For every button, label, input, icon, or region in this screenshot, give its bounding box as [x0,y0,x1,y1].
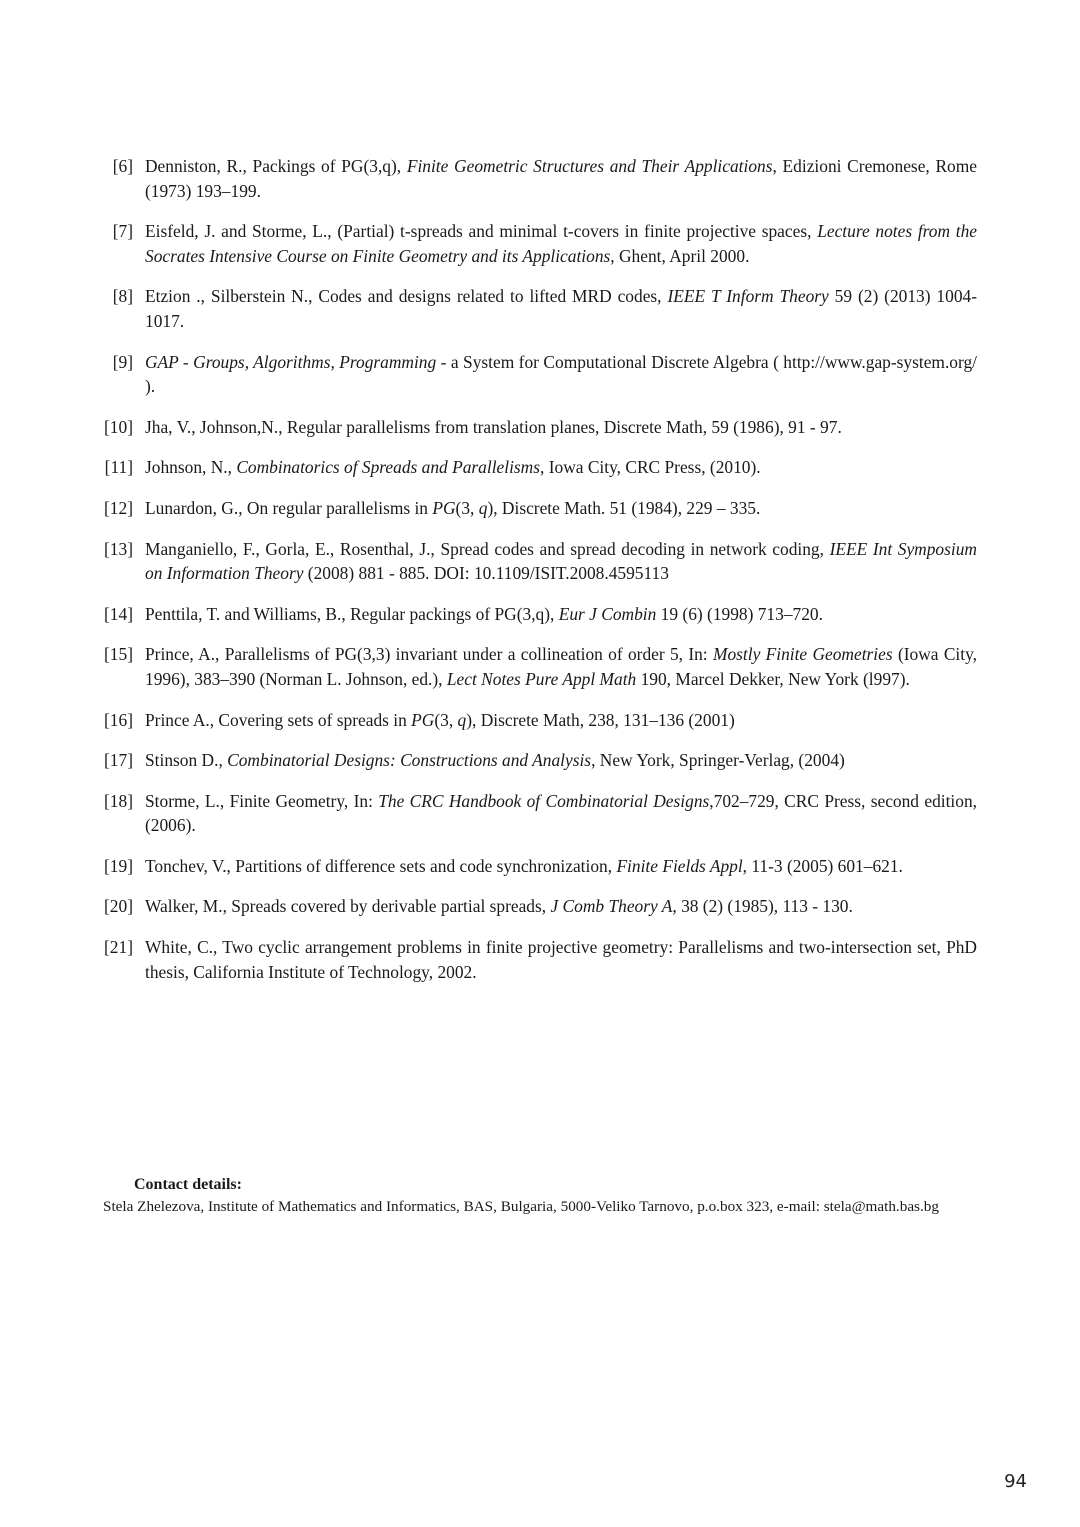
reference-number: [12] [104,497,133,518]
reference-segment: Denniston, R., Packings of PG(3,q), [145,156,407,176]
reference-segment: ), Discrete Math, 238, 131–136 (2001) [466,709,735,730]
reference-number: [14] [104,603,133,624]
reference-segment: Walker, M., Spreads covered by derivable partial spreads, [145,896,551,917]
reference-text [145,748,977,773]
reference-italic-segment: IEEE Int Symposium on Information Theory [145,538,977,584]
reference-entry [0,789,1080,838]
reference-italic-segment: Finite Fields Appl [616,855,743,876]
reference-segment: ,702–729, CRC Press, second edition, (2006). [145,790,977,836]
reference-text [145,935,977,984]
reference-entry [0,219,1080,268]
reference-text [145,219,977,268]
reference-entry [0,854,1080,879]
reference-segment: Prince, A., Parallelisms of PG(3,3) invariant under a collineation of order 5, In: [145,644,713,665]
reference-segment: , 38 (2) (1985), 113 - 130. [672,896,853,917]
reference-entry [0,154,1080,203]
reference-entry [0,708,1080,733]
reference-entry [0,642,1080,691]
reference-number: [19] [104,855,133,876]
reference-italic-segment: GAP - Groups, Algorithms, Programming [145,351,437,372]
reference-segment: Manganiello, F., Gorla, E., Rosenthal, J., Spread codes and spread decoding in network coding, [145,538,830,559]
contact-section [103,1174,977,1218]
reference-italic-segment: Mostly Finite Geometries [712,644,893,665]
reference-segment: Penttila, T. and Williams, B., Regular packings of PG(3,q), [145,603,559,624]
reference-entry [0,537,1080,586]
reference-text [145,894,977,919]
reference-italic-segment: PG [432,497,456,518]
reference-italic-segment: Lecture notes from the Socrates Intensive Course on Finite Geometry and its Applications [145,221,977,266]
reference-number: [17] [104,750,133,771]
reference-text [145,415,977,440]
reference-entry [0,602,1080,627]
reference-segment: (Iowa City, 1996), 383–390 (Norman L. Johnson, ed.), [145,644,977,689]
reference-italic-segment: q [457,709,467,730]
reference-number: [20] [104,896,133,917]
reference-number: [16] [104,709,133,730]
reference-entry [0,350,1080,399]
reference-segment: , Ghent, April 2000. [610,245,750,266]
reference-text [145,708,977,733]
reference-segment: Etzion ., Silberstein N., Codes and designs related to lifted MRD codes, [145,286,668,307]
reference-entry [0,748,1080,773]
page-number: 94 [1004,1471,1027,1492]
reference-entry [0,284,1080,333]
reference-number: [9] [112,351,133,372]
reference-number: [13] [104,538,133,559]
reference-segment: 19 (6) (1998) 713–720. [656,603,823,624]
reference-segment: Johnson, N., [145,457,237,478]
reference-segment: Storme, L., Finite Geometry, In: [145,790,379,811]
reference-italic-segment: The CRC Handbook of Combinatorial Designs [378,790,710,811]
reference-italic-segment: Lect Notes Pure Appl Math [446,668,637,689]
reference-number: [8] [112,286,133,307]
reference-segment: (3, [455,497,479,518]
reference-segment: , 11-3 (2005) 601–621. [742,855,903,876]
reference-text [145,154,977,203]
reference-italic-segment: Finite Geometric Structures and Their Applications [406,156,773,176]
reference-segment: , Iowa City, CRC Press, (2010). [540,457,761,478]
reference-text [145,789,977,838]
reference-entry [0,935,1080,984]
reference-number: [10] [104,416,133,437]
reference-segment: Eisfeld, J. and Storme, L., (Partial) t-spreads and minimal t-covers in finite projective spaces, [145,221,818,242]
reference-italic-segment: Eur J Combin [558,603,657,624]
contact-text: Stela Zhelezova, Institute of Mathematics and Informatics, BAS, Bulgaria, 5000-Veliko Tarnovo, p.o.box 323, e-mail: stela@math.bas.bg [103,1198,939,1215]
reference-list [0,154,1080,1000]
reference-number: [21] [104,937,133,958]
reference-number: [15] [104,644,133,665]
reference-italic-segment: q [478,497,488,518]
reference-italic-segment: J Comb Theory A [550,896,673,917]
reference-entry [0,415,1080,440]
reference-entry [0,455,1080,480]
reference-segment: (3, [434,709,458,730]
reference-segment: - a System for Computational Discrete Algebra ( http://www.gap-system.org/ ). [145,351,977,397]
reference-segment: White, C., Two cyclic arrangement problems in finite projective geometry: Parallelisms and two-intersection set, PhD thesis, California Institute of Technology, 2002. [145,937,977,982]
reference-number: [11] [104,457,133,478]
reference-segment: , Edizioni Cremonese, Rome (1973) 193–199. [145,156,977,201]
reference-segment: ), Discrete Math. 51 (1984), 229 – 335. [487,497,761,518]
reference-segment: Jha, V., Johnson,N., Regular parallelisms from translation planes, Discrete Math, 59 (1986), 91 - 97. [145,416,842,437]
reference-segment: 59 (2) (2013) 1004-1017. [145,286,978,331]
reference-number: [6] [112,156,133,176]
reference-segment: , New York, Springer-Verlag, (2004) [591,750,845,771]
reference-number: [7] [112,221,133,242]
reference-number: [18] [104,790,133,811]
reference-text [145,602,977,627]
reference-segment: Lunardon, G., On regular parallelisms in [145,497,433,518]
reference-segment: 190, Marcel Dekker, New York (l997). [636,668,910,689]
reference-text [145,496,977,521]
reference-segment: (2008) 881 - 885. DOI: 10.1109/ISIT.2008.4595113 [303,563,669,584]
reference-italic-segment: Combinatorial Designs: Constructions and Analysis [227,750,592,771]
reference-entry [0,894,1080,919]
contact-heading: Contact details: [134,1176,242,1193]
reference-text [145,642,977,691]
reference-text [145,455,977,480]
reference-text [145,284,977,333]
reference-text [145,350,977,399]
reference-segment: Tonchev, V., Partitions of difference sets and code synchronization, [145,855,617,876]
reference-italic-segment: Combinatorics of Spreads and Parallelisms [236,457,541,478]
reference-text [145,854,977,879]
reference-text [145,537,977,586]
reference-italic-segment: PG [411,709,435,730]
reference-entry [0,496,1080,521]
reference-italic-segment: IEEE T Inform Theory [667,286,829,307]
reference-segment: Prince A., Covering sets of spreads in [145,709,412,730]
reference-segment: Stinson D., [145,750,228,771]
